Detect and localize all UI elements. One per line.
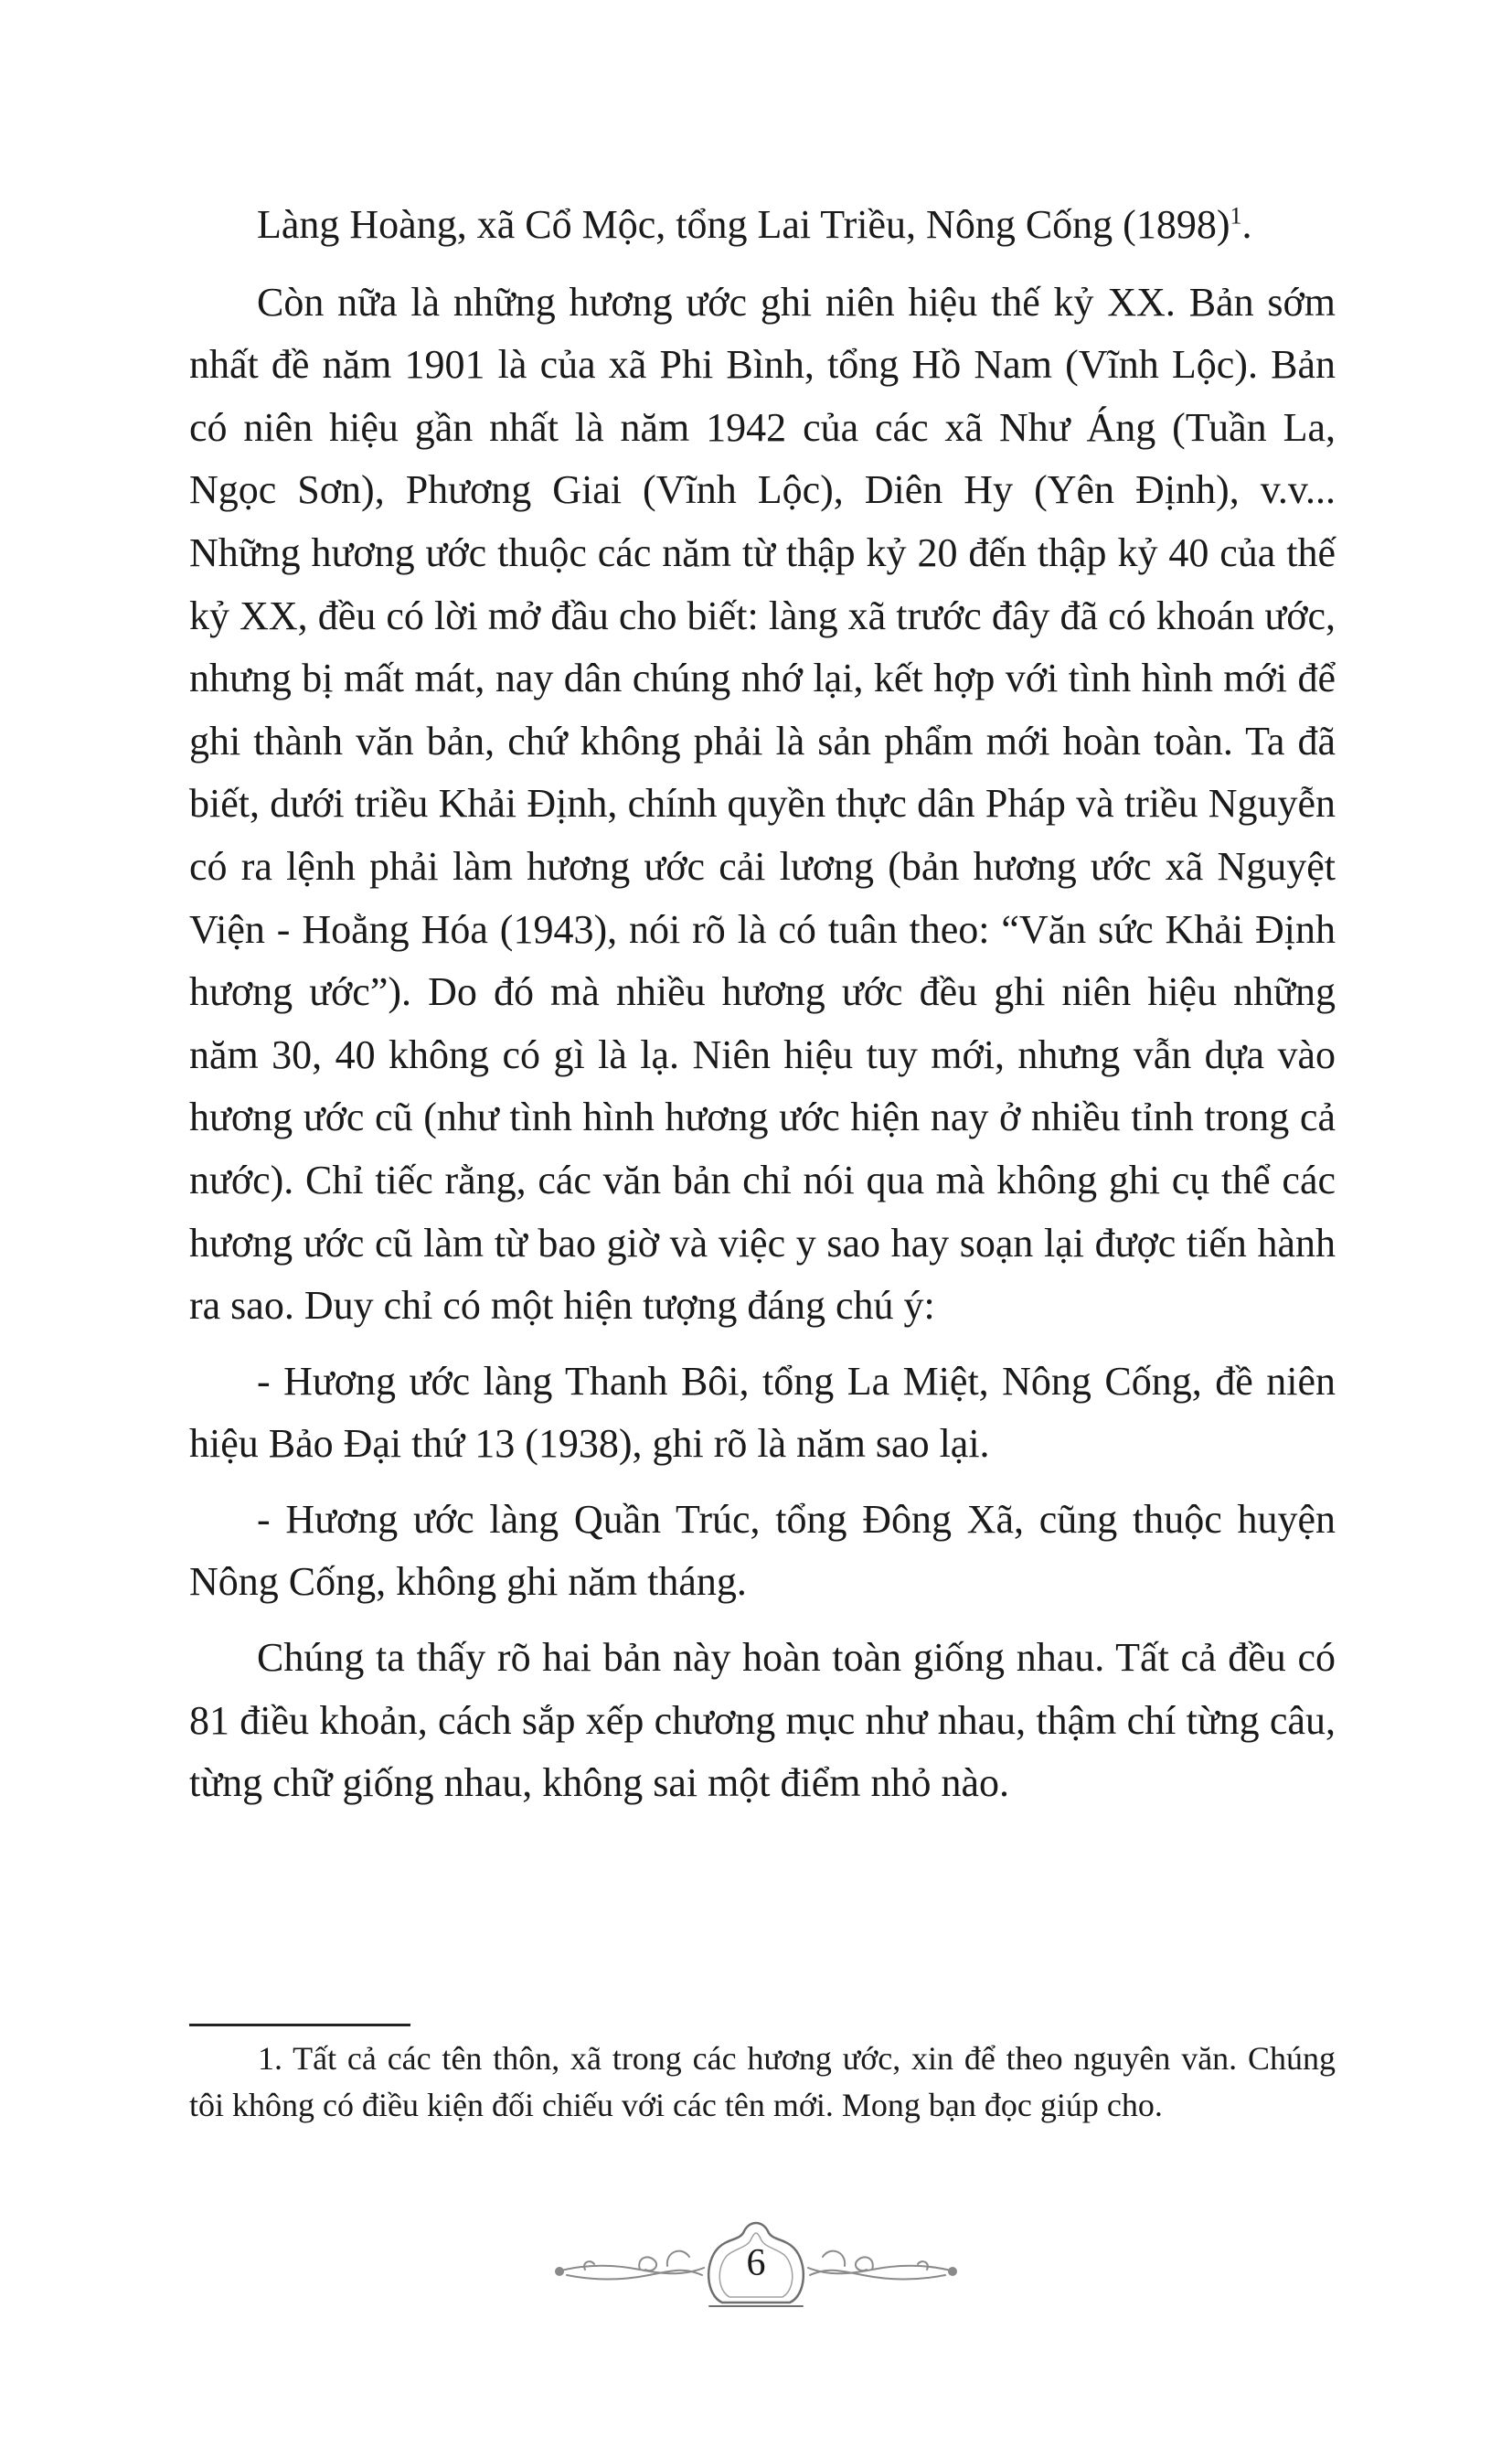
- paragraph-1: Làng Hoàng, xã Cổ Mộc, tổng Lai Triều, Nông Cống $(1898)^1$.: [257, 202, 1252, 247]
- paragraph-2: Còn nữa là những hương ước ghi niên hiệu thế kỷ XX. Bản sớm nhất đề năm 1901 là của xã Phi Bình, tổng Hồ Nam (Vĩnh Lộc). Bản có niên hiệu gần nhất là năm 1942 của các xã Như Áng (Tuần La, Ngọc Sơn), Phương Giai (Vĩnh Lộc), Diên Hy (Yên Định), v.v... Những hương ước thuộc các năm từ thập kỷ 20 đến thập kỷ 40 của thế kỷ XX, đều có lời mở đầu cho biết: làng xã trước đây đã có khoán ước, nhưng bị mất mát, nay dân chúng nhớ lại, kết hợp với tình hình mới để ghi thành văn bản, chứ không phải là sản phẩm mới hoàn toàn. Ta đã biết, dưới triều Khải Định, chính quyền thực dân Pháp và triều Nguyễn có ra lệnh phải làm hương ước cải lương (bản hương ước xã Nguyệt Viện - Hoằng Hóa (1943), nói rõ là có tuân theo: “Văn sức Khải Định hương ước”). Do đó mà nhiều hương ước đều ghi niên hiệu những năm 30, 40 không có gì là lạ. Niên hiệu tuy mới, nhưng vẫn dựa vào hương ước cũ (như tình hình hương ước hiện nay ở nhiều tỉnh trong cả nước). Chỉ tiếc rằng, các văn bản chỉ nói qua mà không ghi cụ thể các hương ước cũ làm từ bao giờ và việc y sao hay soạn lại được tiến hành ra sao. Duy chỉ có một hiện tượng đáng chú ý:: [189, 279, 1336, 1329]
- paragraph-3: - Hương ước làng Thanh Bôi, tổng La Miệt, Nông Cống, đề niên hiệu Bảo Đại thứ 13 (1938), ghi rõ là năm sao lại.: [189, 1358, 1336, 1467]
- paragraph-4: - Hương ước làng Quần Trúc, tổng Đông Xã, cũng thuộc huyện Nông Cống, không ghi năm tháng.: [189, 1496, 1336, 1605]
- footnote: [189, 2036, 1336, 2129]
- footnote-reference: 1: [1230, 202, 1242, 230]
- paragraph-5: Chúng ta thấy rõ hai bản này hoàn toàn giống nhau. Tất cả đều có 81 điều khoản, cách sắp xếp chương mục như nhau, thậm chí từng câu, từng chữ giống nhau, không sai một điểm nhỏ nào.: [189, 1635, 1336, 1806]
- footnote-divider: [189, 2024, 410, 2026]
- paragraph-1-text: Làng Hoàng, xã Cổ Mộc, tổng Lai Triều, Nông Cống (1898): [257, 202, 1230, 247]
- body-text: [189, 194, 1336, 1828]
- footnote-text: 1. Tất cả các tên thôn, xã trong các hương ước, xin để theo nguyên văn. Chúng tôi không có điều kiện đối chiếu với các tên mới. Mong bạn đọc giúp cho.: [189, 2040, 1336, 2123]
- page-number: 6: [746, 2242, 766, 2284]
